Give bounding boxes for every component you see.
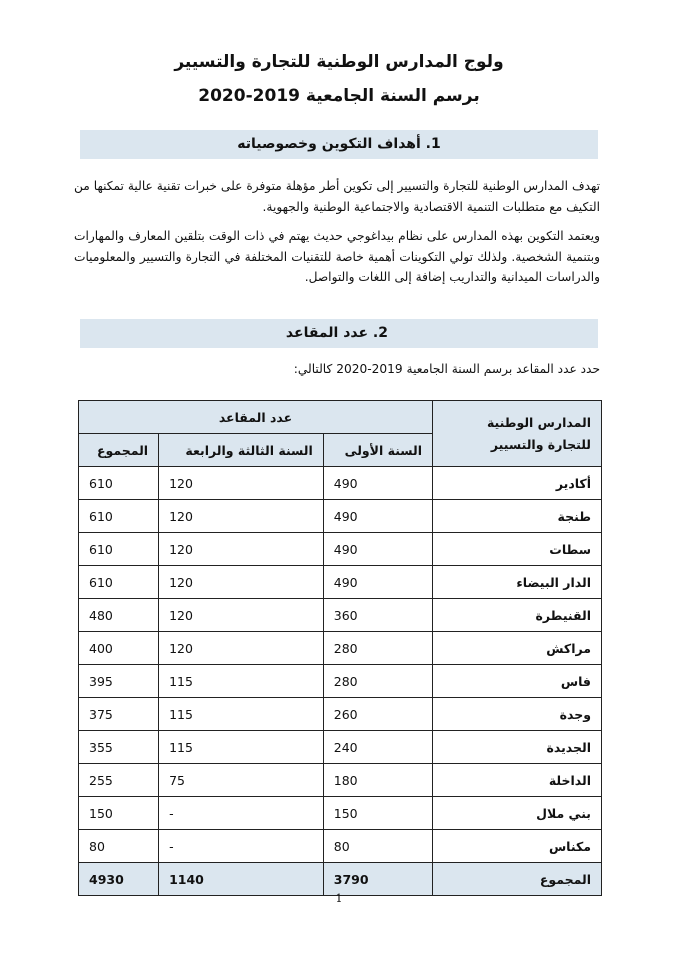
city-cell: الدار البيضاء (433, 566, 602, 599)
table-header-row (79, 401, 602, 434)
seats-group-header: عدد المقاعد (79, 401, 433, 434)
table-row (79, 632, 602, 665)
total-cell: 610 (79, 533, 159, 566)
table-row (79, 731, 602, 764)
year1-cell: 180 (323, 764, 432, 797)
year1-cell: 490 (323, 533, 432, 566)
table-row (79, 566, 602, 599)
table-row (79, 830, 602, 863)
table-row (79, 533, 602, 566)
year1-column-header: السنة الأولى (323, 434, 432, 467)
year34-cell: 120 (159, 467, 324, 500)
year34-cell: 120 (159, 500, 324, 533)
table-row (79, 665, 602, 698)
year34-cell: 115 (159, 698, 324, 731)
table-row (79, 599, 602, 632)
total-label-cell: المجموع (433, 863, 602, 896)
total-cell: 375 (79, 698, 159, 731)
year1-cell: 280 (323, 632, 432, 665)
total-year34-cell: 1140 (159, 863, 324, 896)
total-cell: 400 (79, 632, 159, 665)
table-row (79, 698, 602, 731)
total-cell: 355 (79, 731, 159, 764)
section-2-heading (80, 319, 598, 348)
document-title: ولوج المدارس الوطنية للتجارة والتسيير (174, 52, 504, 72)
seats-table (78, 400, 602, 896)
city-cell: مكناس (433, 830, 602, 863)
city-cell: القنيطرة (433, 599, 602, 632)
page-number: 1 (335, 892, 343, 905)
year1-cell: 490 (323, 467, 432, 500)
year34-cell: 120 (159, 632, 324, 665)
year1-cell: 490 (323, 566, 432, 599)
city-cell: مراكش (433, 632, 602, 665)
year1-cell: 280 (323, 665, 432, 698)
city-cell: سطات (433, 533, 602, 566)
total-cell: 610 (79, 566, 159, 599)
year34-cell: 120 (159, 599, 324, 632)
year1-cell: 80 (323, 830, 432, 863)
paragraph-pedagogy: ويعتمد التكوين بهذه المدارس على نظام بيداغوجي حديث يهتم في ذات الوقت بتلقين المعارف والمهارات وبتنمية الشخصية. ولذلك تولي التكوينات أهمية خاصة للتقنيات المختلفة في التجارة والتسيير والمعلوميات والدراسات الميدانية والتداريب إضافة إلى اللغات والتواصل. (74, 229, 600, 284)
year34-cell: 120 (159, 533, 324, 566)
table-row (79, 797, 602, 830)
city-cell: الجديدة (433, 731, 602, 764)
year34-cell: 115 (159, 731, 324, 764)
year1-cell: 150 (323, 797, 432, 830)
total-cell: 255 (79, 764, 159, 797)
year34-cell: 120 (159, 566, 324, 599)
total-year1-cell: 3790 (323, 863, 432, 896)
year34-cell: 75 (159, 764, 324, 797)
total-cell: 480 (79, 599, 159, 632)
city-cell: فاس (433, 665, 602, 698)
total-cell: 610 (79, 467, 159, 500)
city-cell: بني ملال (433, 797, 602, 830)
table-total-row (79, 863, 602, 896)
total-column-header: المجموع (79, 434, 159, 467)
table-row (79, 500, 602, 533)
total-cell: 610 (79, 500, 159, 533)
document-subtitle: برسم السنة الجامعية 2019-2020 (198, 86, 480, 106)
year1-cell: 260 (323, 698, 432, 731)
year34-cell: - (159, 797, 324, 830)
seats-intro-text: حدد عدد المقاعد برسم السنة الجامعية 2019-2020 كالتالي: (293, 362, 600, 376)
city-cell: الداخلة (433, 764, 602, 797)
year34-cell: - (159, 830, 324, 863)
total-cell: 395 (79, 665, 159, 698)
year1-cell: 240 (323, 731, 432, 764)
school-column-header: المدارس الوطنية للتجارة والتسيير (433, 401, 602, 467)
grand-total-cell: 4930 (79, 863, 159, 896)
year1-cell: 360 (323, 599, 432, 632)
total-cell: 150 (79, 797, 159, 830)
city-cell: طنجة (433, 500, 602, 533)
section-1-heading: 1. أهداف التكوين وخصوصياته (80, 130, 598, 159)
city-cell: أكادير (433, 467, 602, 500)
section-2-heading-text: 2. عدد المقاعد (285, 325, 388, 341)
year34-column-header: السنة الثالثة والرابعة (159, 434, 324, 467)
city-cell: وجدة (433, 698, 602, 731)
paragraph-objectives: تهدف المدارس الوطنية للتجارة والتسيير إلى تكوين أطر مؤهلة متوفرة على خبرات تقنية عالية تمكنها من التكيف مع متطلبات التنمية الاقتصادية والاجتماعية الوطنية والجهوية. (74, 179, 600, 214)
year1-cell: 490 (323, 500, 432, 533)
table-row (79, 764, 602, 797)
total-cell: 80 (79, 830, 159, 863)
year34-cell: 115 (159, 665, 324, 698)
table-row (79, 467, 602, 500)
